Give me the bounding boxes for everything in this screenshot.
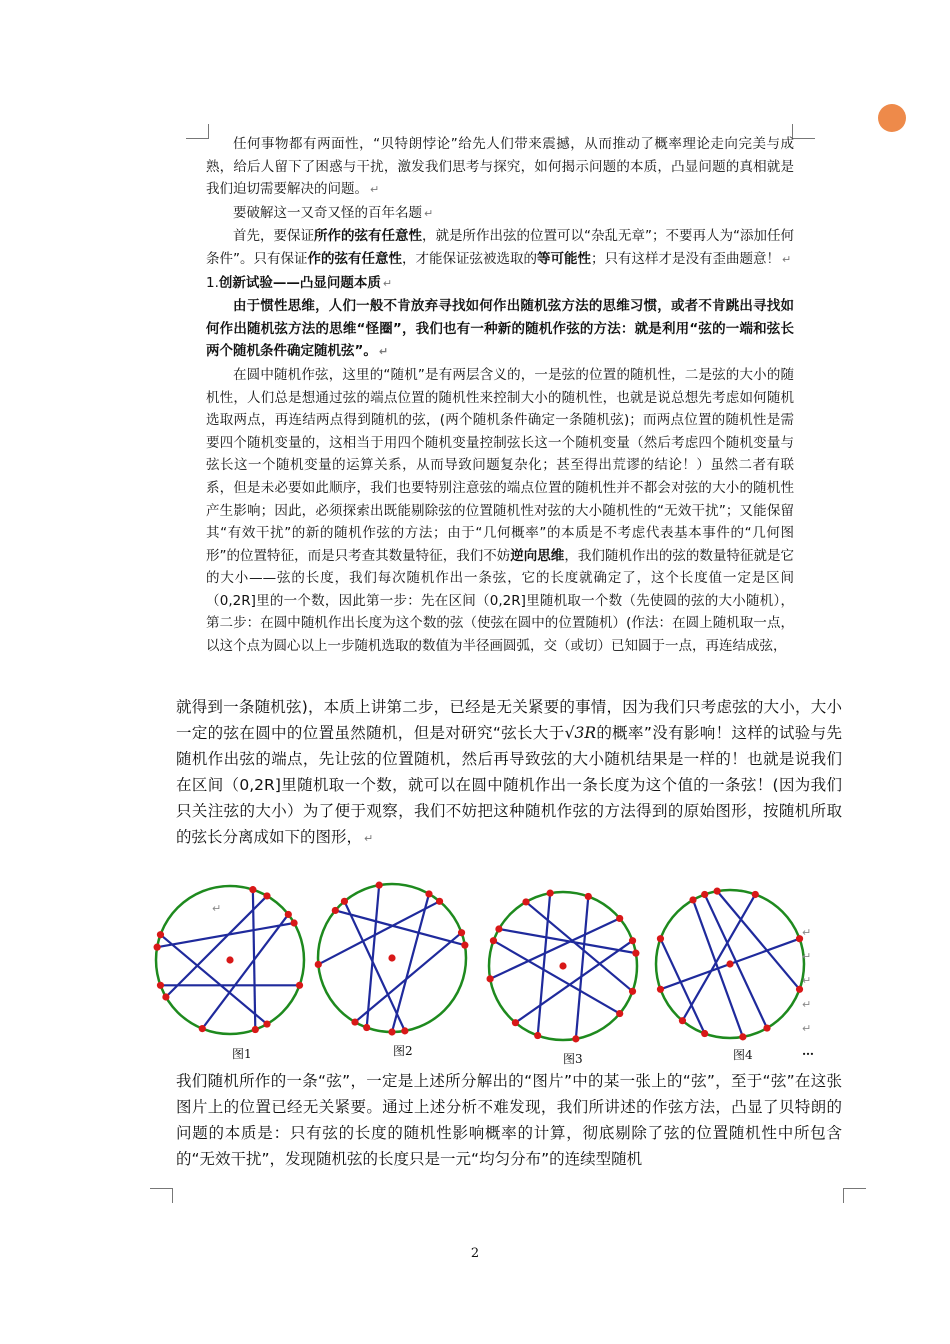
paragraph-1 <box>206 133 794 202</box>
paragraph-2-text: 要破解这一又奇又怪的百年名题 <box>233 204 422 221</box>
paragraph-8-text: 我们随机所作的一条“弦”，一定是上述所分解出的“图片”中的某一张上的“弦”，至于“弦”在这张图片上的位置已经无关紧要。通过上述分析不难发现，我们所讲述的作弦方法，凸显了贝特朗的问题的本质是：只有弦的长度的随机性影响概率的计算，彻底剔除了弦的位置随机性中所包含的“无效干扰”，发现随机弦的长度只是一元“均匀分布”的连续型随机 <box>176 1072 842 1168</box>
chord-line <box>392 894 429 1032</box>
section-heading <box>206 272 794 296</box>
paragraph-1-text: 任何事物都有两面性，“贝特朗悖论”给先人们带来震撼，从而推动了概率理论走向完美与成熟，给后人留下了困惑与干扰，激发我们思考与探究，如何揭示问题的本质，凸显问题的真相就是我们迫切需要解决的问题。 <box>206 136 794 198</box>
paragraph-2 <box>206 202 794 226</box>
p7-text-b: 的概率”没有影响！这样的试验与先随机作出弦的端点，先让弦的位置随机，然后再导致弦的大小随机结果是一样的！也就是说我们在区间（0,2R]里随机取一个数，就可以在圆中随机作出一条长度为这个值的一条弦！(因为我们只关注弦的大小）为了便于观察，我们不妨把这种随机作弦的方法得到的原始图形，按随机所取的弦长分离成如下的图形， <box>176 724 842 846</box>
chord-point <box>458 929 465 936</box>
figure-ellipsis: … <box>802 1044 814 1058</box>
orange-decoration-icon <box>878 104 906 132</box>
chord-point <box>157 931 164 938</box>
chord-point <box>461 942 468 949</box>
chord-point <box>512 1019 519 1026</box>
figure-caption-3: 图3 <box>563 1052 583 1066</box>
lower-text-block-1 <box>176 694 842 852</box>
p3-text-c: ，就是所作出弦的位置可以“杂乱无章”；不要再人为“添加任何条件”。只有保证 <box>206 228 795 267</box>
return-mark-icon: ↵ <box>782 252 792 266</box>
chord-point <box>689 896 696 903</box>
chord-figures <box>150 880 810 1070</box>
paragraph-6 <box>206 364 794 658</box>
chord-point <box>388 954 395 961</box>
return-mark-icon: ↵ <box>212 902 222 915</box>
chord-point <box>487 975 494 982</box>
chord-line <box>493 941 619 1014</box>
lower-text-block-2 <box>176 1068 842 1172</box>
chord-point <box>351 1018 358 1025</box>
paragraph-5 <box>206 295 794 364</box>
chord-point <box>534 1032 541 1039</box>
return-mark-icon: ↵ <box>378 345 389 359</box>
return-mark-icon: ↵ <box>802 950 812 963</box>
chord-line <box>499 929 636 953</box>
chord-point <box>388 1028 395 1035</box>
margin-corner-bottom-right <box>843 1188 866 1203</box>
p3-text-g: ；只有这样才是没有歪曲题意！ <box>591 250 780 267</box>
paragraph-5-text: 由于惯性思维，人们一般不肯放弃寻找如何作出随机弦方法的思维习惯，或者不肯跳出寻找如何作出随机弦方法的思维“怪圈”，我们也有一种新的随机作弦的方法：就是利用“弦的一端和弦长两个随机条件确定随机弦”。 <box>206 298 794 360</box>
chord-point <box>763 1024 770 1031</box>
chord-point <box>629 988 636 995</box>
chord-figure-4 <box>656 888 804 1041</box>
chord-point <box>363 1024 370 1031</box>
return-mark-icon: ↵ <box>802 998 812 1011</box>
chord-point <box>726 960 733 967</box>
chord-point <box>547 890 554 897</box>
section-number: 1. <box>206 274 219 291</box>
chord-point <box>263 892 270 899</box>
return-mark-icon: ↵ <box>802 926 812 939</box>
chord-point <box>425 890 432 897</box>
chord-point <box>752 891 759 898</box>
figure-caption-1: 图1 <box>232 1047 252 1061</box>
page-number: 2 <box>470 1246 480 1261</box>
chord-point <box>616 915 623 922</box>
chord-point <box>252 1026 259 1033</box>
p3-bold-d: 作的弦有任意性 <box>307 250 402 267</box>
chord-point <box>401 1027 408 1034</box>
paragraph-3 <box>206 225 794 271</box>
p3-text-a: 首先，要保证 <box>233 228 315 245</box>
chord-point <box>296 982 303 989</box>
sqrt-expression: √3R <box>564 724 596 742</box>
return-mark-icon: ↵ <box>382 276 393 290</box>
chord-point <box>714 888 721 895</box>
chord-point <box>154 944 161 951</box>
chord-point <box>263 1020 270 1027</box>
figure-caption-2: 图2 <box>393 1044 413 1058</box>
paragraph-8 <box>176 1068 842 1172</box>
paragraph-7 <box>176 694 842 852</box>
chord-point <box>332 907 339 914</box>
chord-point <box>559 962 566 969</box>
chord-point <box>657 935 664 942</box>
p6-text-c: ，我们随机作出的弦的数量特征就是它的大小——弦的长度，我们每次随机作出一条弦，它的长度就确定了，这个长度值一定是区间（0,2R]里的一个数，因此第一步：先在区间（0,2R]里随机取一个数（先使圆的弦的大小随机），第二步：在圆中随机作出长度为这个数的弦（使弦在圆中的位置随机）(作法：在圆上随机取一点，以这个点为圆心以上一步随机选取的数值为半径画圆弧，交（或切）已知圆于一点，再连结成弦， <box>206 547 794 655</box>
p6-text-a: 在圆中随机作弦，这里的“随机”是有两层含义的，一是弦的位置的随机性，二是弦的大小的随机性，人们总是想通过弦的端点位置的随机性来控制大小的随机性，也就是说总想先考虑如何随机选取两点，再连结两点得到随机的弦，(两个随机条件确定一条随机弦)；而两点位置的随机性是需要四个随机变量的，这相当于用四个随机变量控制弦长这一个随机变量（然后考虑四个随机变量与弦长这一个随机变量的运算关系，从而导致问题复杂化；甚至得出荒谬的结论！）虽然二者有联系，但是未必要如此顺序，我们也要特别注意弦的端点位置的随机性并不都会对弦的大小的随机性产生影响；因此，必须探索出既能剔除弦的位置随机性对弦的大小随机性的“无效干扰”；又能保留其“有效干扰”的新的随机作弦的方法；由于“几何概率”的本质是不考虑代表基本事件的“几何图形”的位置特征，而是只考查其数量特征，我们不妨 <box>206 366 794 564</box>
p3-bold-b: 所作的弦有任意性 <box>314 228 423 245</box>
figure-caption-4: 图4 <box>733 1048 753 1062</box>
chord-point <box>572 1035 579 1042</box>
upper-text-block <box>206 133 794 658</box>
chord-point <box>522 898 529 905</box>
chord-point <box>290 919 297 926</box>
chord-point <box>162 993 169 1000</box>
chord-point <box>739 1033 746 1040</box>
chord-point <box>490 937 497 944</box>
chord-line <box>335 910 465 945</box>
p7-text-a: 就得到一条随机弦)，本质上讲第二步，已经是无关紧要的事情，因为我们只考虑弦的大小，大小一定的弦在圆中的位置虽然随机，但是对研究“弦长大于 <box>176 698 842 742</box>
chord-point <box>199 1025 206 1032</box>
return-mark-icon: ↵ <box>802 1022 812 1035</box>
section-title: 创新试验——凸显问题本质 <box>218 274 381 291</box>
chord-line <box>576 896 588 1038</box>
figure-row <box>150 880 814 1070</box>
chord-point <box>495 925 502 932</box>
chord-figure-1 <box>154 886 304 1034</box>
margin-corner-bottom-left <box>150 1188 173 1203</box>
chord-point <box>629 937 636 944</box>
chord-point <box>249 886 256 893</box>
chord-point <box>341 898 348 905</box>
chord-figure-2 <box>315 882 469 1036</box>
margin-corner-top-right <box>792 124 815 139</box>
chord-point <box>679 1017 686 1024</box>
chord-line <box>682 894 755 1020</box>
chord-point <box>585 893 592 900</box>
chord-point <box>632 950 639 957</box>
p3-bold-f: 等可能性 <box>537 250 591 267</box>
return-mark-icon: ↵ <box>802 974 812 987</box>
p3-text-e: ，才能保证弦被选取的 <box>402 250 537 267</box>
return-mark-icon: ↵ <box>424 206 434 220</box>
chord-point <box>376 882 383 889</box>
chord-point <box>436 898 443 905</box>
p6-bold-b: 逆向思维 <box>510 547 565 564</box>
chord-point <box>701 1030 708 1037</box>
chord-figure-3 <box>487 890 640 1043</box>
chord-point <box>315 961 322 968</box>
chord-point <box>226 956 233 963</box>
chord-point <box>657 986 664 993</box>
chord-point <box>616 1010 623 1017</box>
chord-point <box>157 982 164 989</box>
chord-point <box>285 911 292 918</box>
return-mark-icon: ↵ <box>364 832 374 845</box>
return-mark-icon: ↵ <box>370 183 380 197</box>
chord-point <box>701 891 708 898</box>
